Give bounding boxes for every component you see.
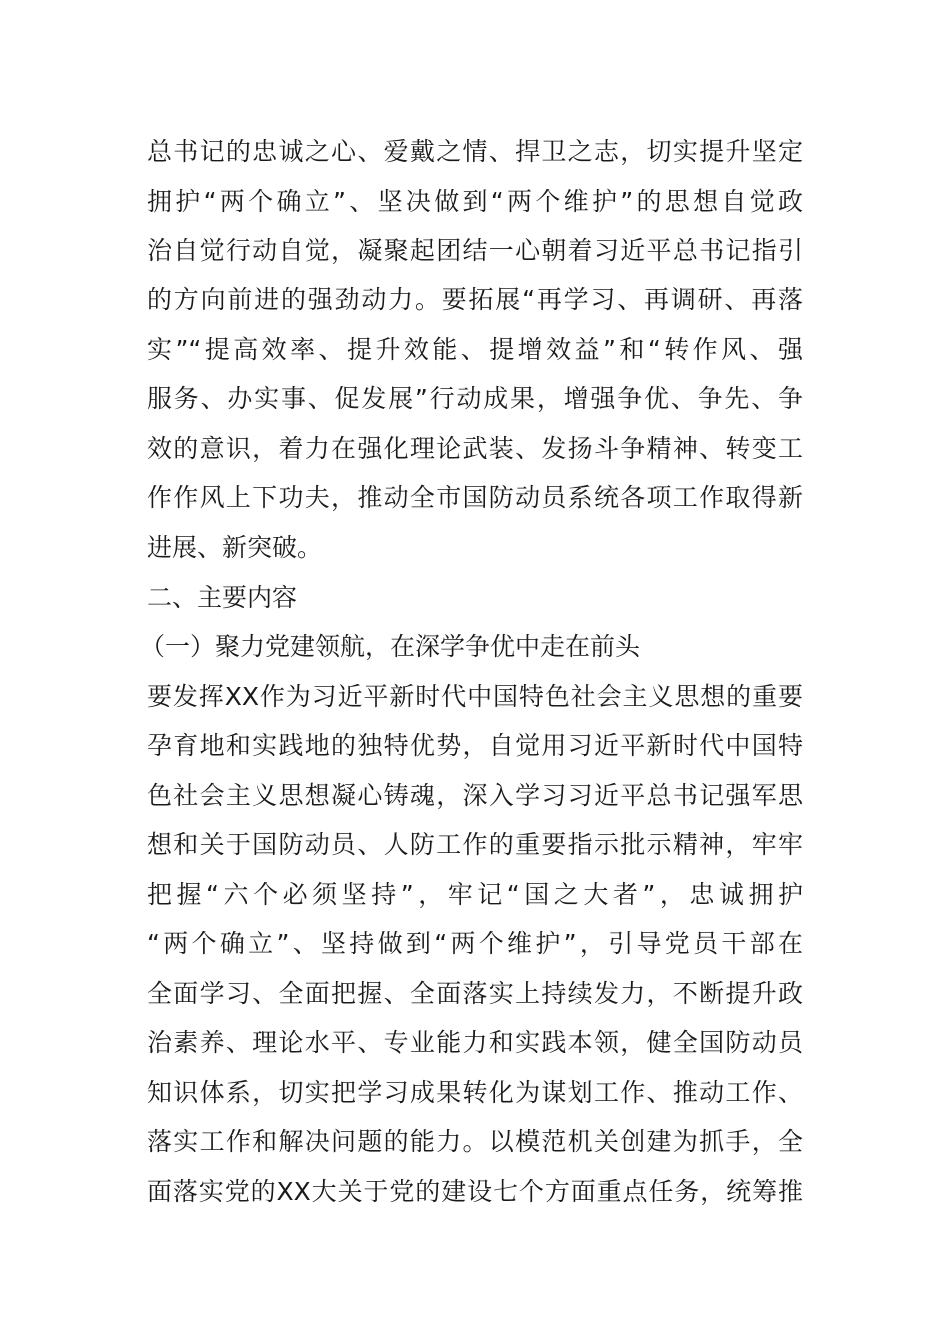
paragraph-line: 孕育地和实践地的独特优势，自觉用习近平新时代中国特: [147, 731, 803, 760]
paragraph-line: 全面学习、全面把握、全面落实上持续发力，不断提升政: [147, 979, 803, 1008]
paragraph-line: “两个确立”、坚持做到“两个维护”，引导党员干部在: [147, 929, 803, 958]
paragraph-line: 治素养、理论水平、专业能力和实践本领，健全国防动员: [147, 1028, 803, 1057]
paragraph-line: 实”“提高效率、提升效能、提增效益”和“转作风、强: [147, 335, 803, 364]
subsection-heading: （一）聚力党建领航，在深学争优中走在前头: [140, 632, 641, 661]
paragraph-line: 知识体系，切实把学习成果转化为谋划工作、推动工作、: [147, 1078, 803, 1107]
paragraph-line: 总书记的忠诚之心、爱戴之情、捍卫之志，切实提升坚定: [147, 137, 803, 166]
paragraph-line: 拥护“两个确立”、坚决做到“两个维护”的思想自觉政: [147, 187, 803, 216]
paragraph-line: 的方向前进的强劲动力。要拓展“再学习、再调研、再落: [147, 285, 803, 314]
paragraph-line: 作作风上下功夫，推动全市国防动员系统各项工作取得新: [147, 483, 803, 512]
paragraph-line: 把握“六个必须坚持”，牢记“国之大者”，忠诚拥护: [147, 880, 803, 909]
paragraph-line: 面落实党的XX大关于党的建设七个方面重点任务，统筹推: [147, 1177, 803, 1206]
paragraph-line: 落实工作和解决问题的能力。以模范机关创建为抓手，全: [147, 1127, 803, 1156]
paragraph-line: 效的意识，着力在强化理论武装、发扬斗争精神、转变工: [147, 434, 803, 463]
paragraph-line: 色社会主义思想凝心铸魂，深入学习习近平总书记强军思: [147, 781, 803, 810]
paragraph-line-last: 进展、新突破。: [147, 533, 323, 562]
section-heading: 二、主要内容: [147, 583, 298, 612]
paragraph-line: 服务、办实事、促发展”行动成果，增强争优、争先、争: [147, 384, 803, 413]
paragraph-line: 想和关于国防动员、人防工作的重要指示批示精神，牢牢: [147, 830, 803, 859]
paragraph-line: 要发挥XX作为习近平新时代中国特色社会主义思想的重要: [147, 682, 803, 711]
paragraph-line: 治自觉行动自觉，凝聚起团结一心朝着习近平总书记指引: [147, 236, 803, 265]
